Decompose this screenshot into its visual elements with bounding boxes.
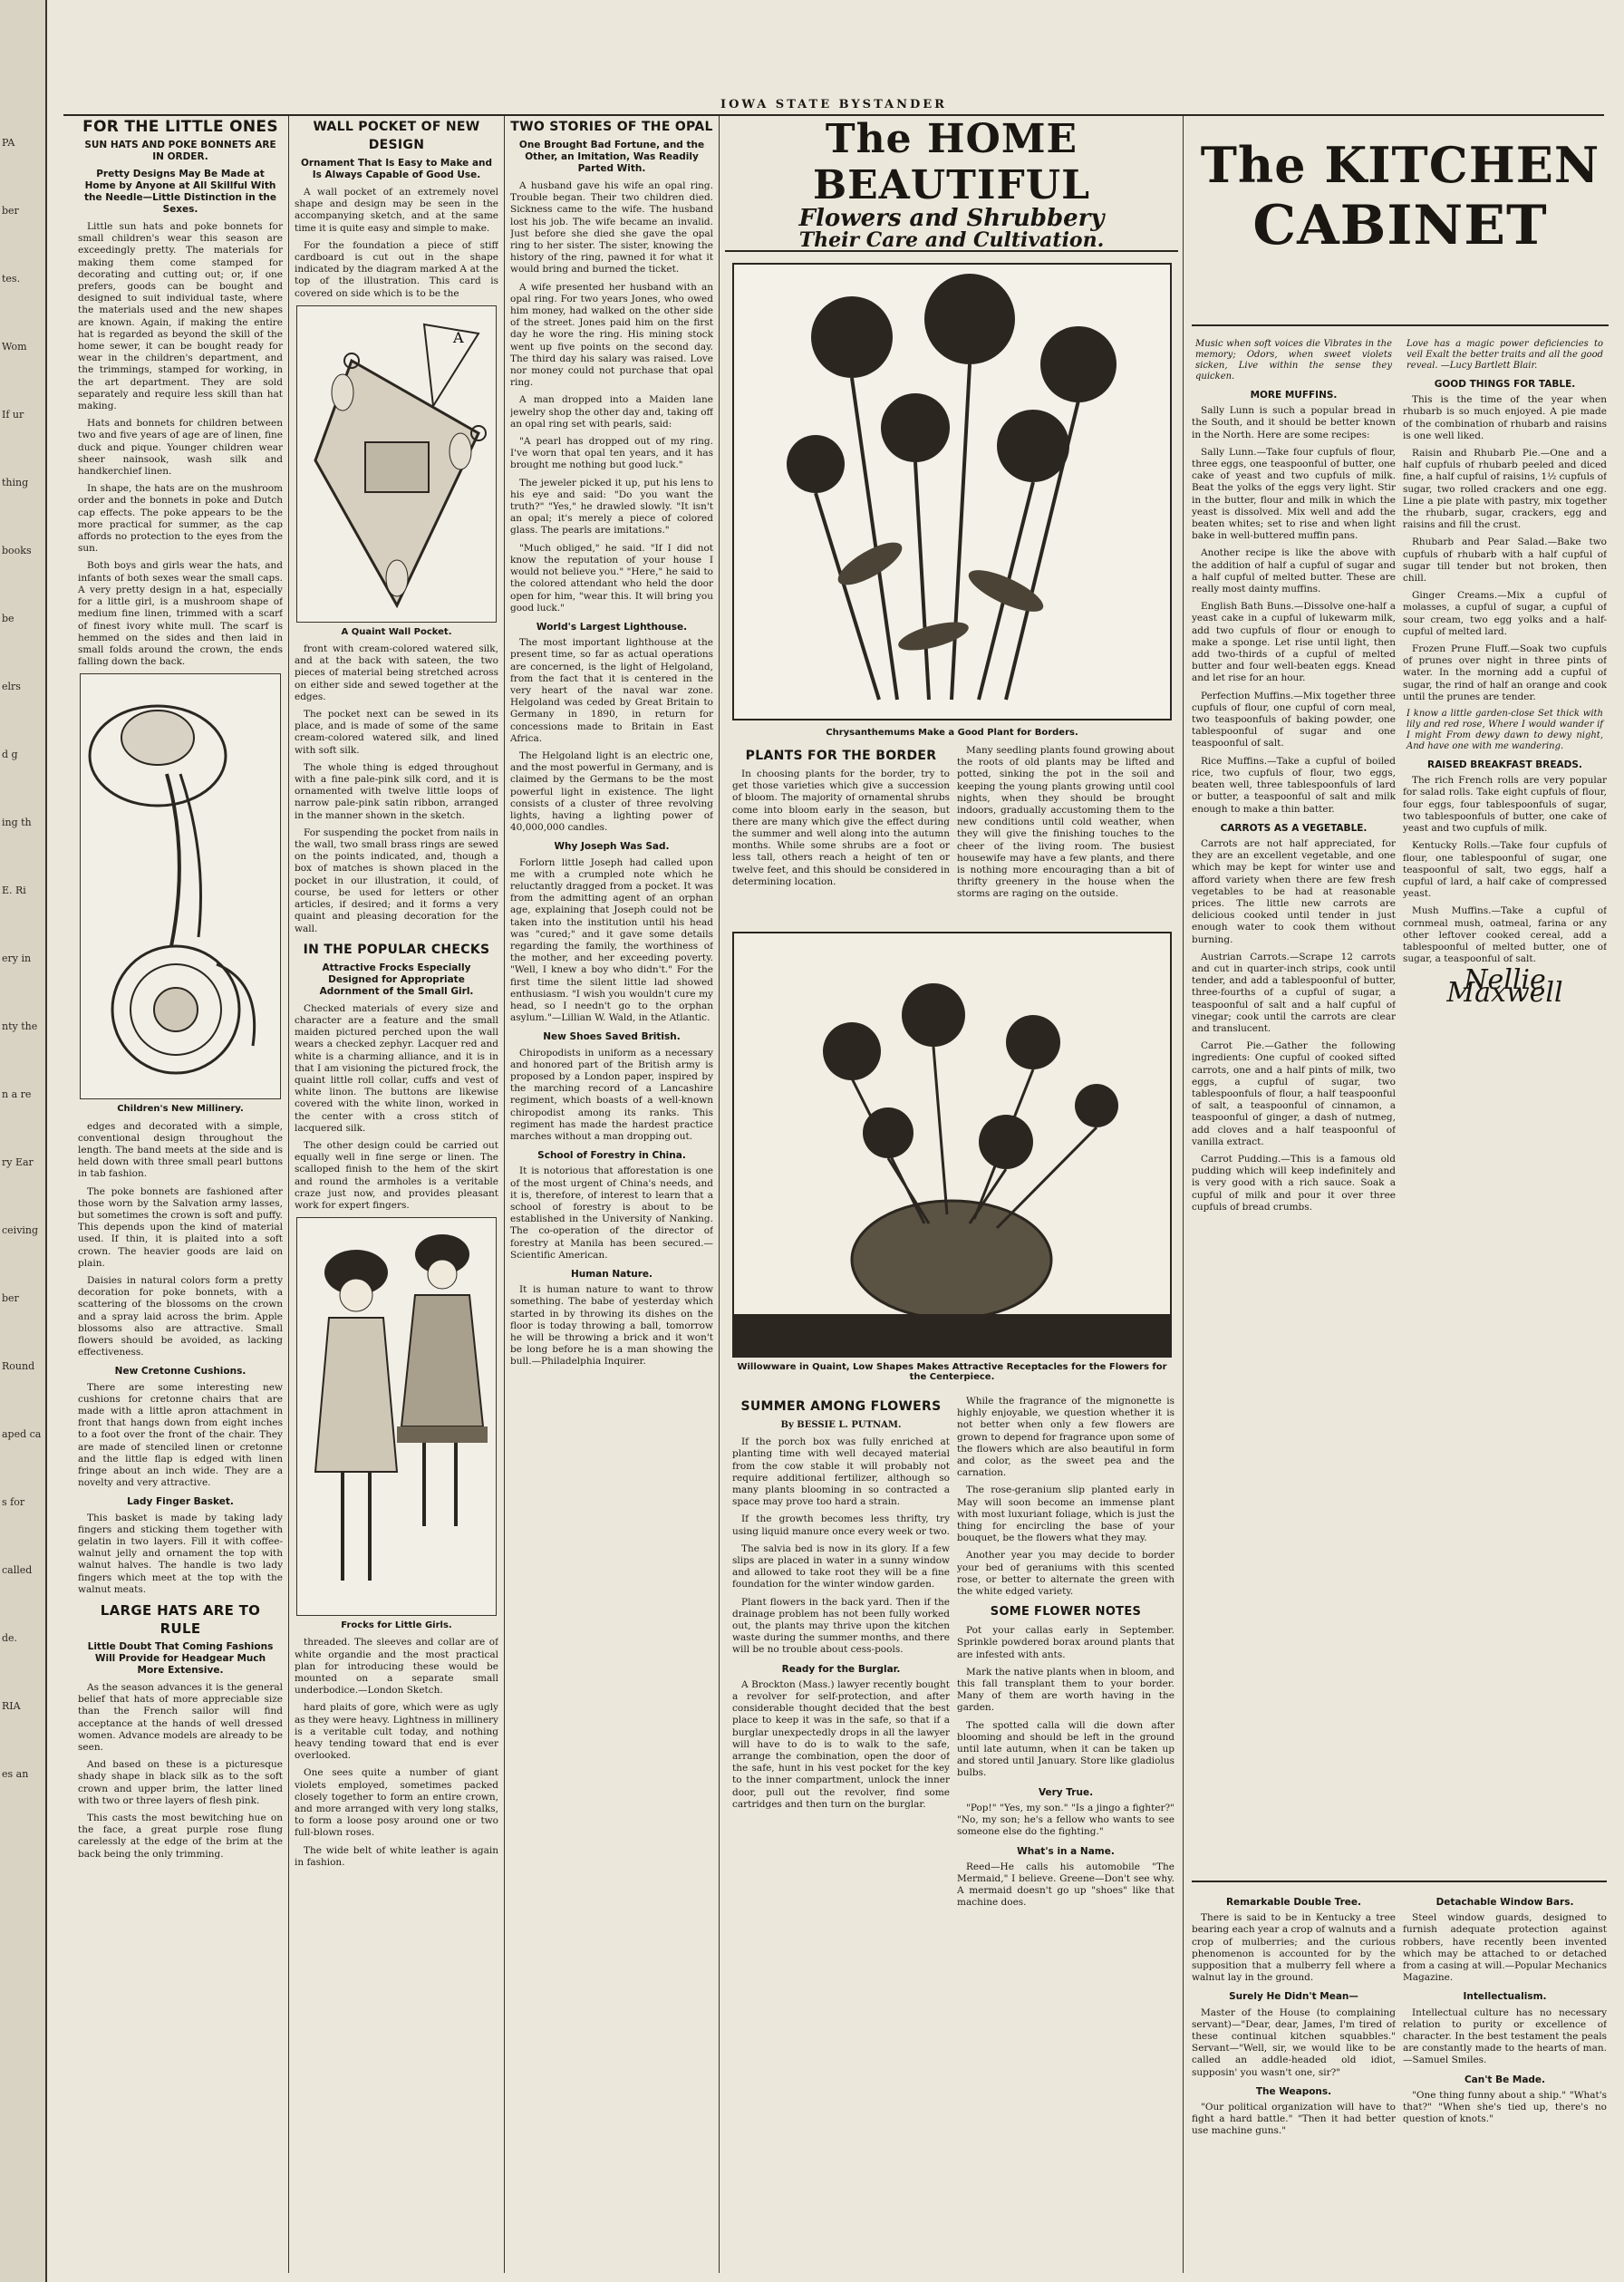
bleed-text-fragment: books — [2, 545, 32, 556]
paragraph: Ginger Creams.—Mix a cupful of molasses, a cupful of sugar, a cupful of sour cream, two egg yolks and a half-cupful of melted lard. — [1403, 590, 1607, 637]
paragraph: The spotted calla will die down after blooming and should be left in the ground until late autumn, when it can be taken up and stored until January. Store like gladiolus bulbs. — [957, 1719, 1174, 1779]
paragraph: One sees quite a number of giant violets employed, sometimes packed closely together to form an entire crown, and more arranged with very long stalks, to form a loose posy around one or two full-blown roses. — [295, 1767, 498, 1839]
caption: Frocks for Little Girls. — [341, 1620, 452, 1631]
paragraph: Sally Lunn.—Take four cupfuls of flour, three eggs, one teaspoonful of butter, one cake of yeast and two cupfuls of milk. Beat the yolks of the eggs very light. Stir in the butter, flour and milk in which the yeast is dissolved. Mix well and add the beaten whites; set to rise and when light bake in well-buttered muffin pans. — [1192, 446, 1396, 542]
paragraph: This casts the most bewitching hue on the face, a great purple rose flung carelessly at the edge of the brim at the back being the only trimming. — [78, 1813, 283, 1860]
bleed-text-fragment: ber — [2, 1292, 19, 1304]
caption: Children's New Millinery. — [117, 1104, 244, 1115]
byline: By BESSIE L. PUTNAM. — [780, 1420, 902, 1430]
bleed-text-fragment: aped ca — [2, 1428, 42, 1440]
paragraph: The rich French rolls are very popular for salad rolls. Take eight cupfuls of flour, four eggs, four tablespoonfuls of sugar, two tablespoonfuls of butter, one cake of yeast and two cupfuls of milk. — [1403, 775, 1607, 835]
paragraph: Mush Muffins.—Take a cupful of cornmeal mush, oatmeal, farina or any other leftover cooked cereal, add a tablespoonful of melted butter, one of sugar, a teaspoonful of salt. — [1403, 905, 1607, 965]
masthead: IOWA STATE BYSTANDER — [63, 98, 1604, 116]
subheading: RAISED BREAKFAST BREADS. — [1427, 759, 1582, 771]
bleed-text-fragment: ery in — [2, 952, 32, 964]
bleed-text-fragment: tes. — [2, 273, 21, 285]
bleed-text-fragment: E. Ri — [2, 885, 26, 896]
paragraph: Checked materials of every size and character are a feature and the small maiden pictured perched upon the wall wears a checked zephyr. Lacquer red and white is a charming alliance, and it is in that I am visioning the pictured frock, the quaint little roll collar, cuffs and vest of white linon. The buttons are likewise covered with the white linon, worked in the center with a cross stitch of lacquered silk. — [295, 1002, 498, 1134]
deck: Pretty Designs May Be Made at Home by Anyone at All Skillful With the Needle—Little Distinction in the Sexes. — [84, 169, 276, 215]
bleed-text-fragment: de. — [2, 1632, 18, 1644]
headline-opal: TWO STORIES OF THE OPAL — [510, 120, 713, 134]
subhead: Attractive Frocks Especially Designed for Appropriate Adornment of the Small Girl. — [319, 962, 474, 997]
paragraph: If the growth becomes less thrifty, try using liquid manure once every week or two. — [732, 1513, 950, 1537]
bleed-text-fragment: es an — [2, 1768, 29, 1780]
paragraph: For the foundation a piece of stiff cardboard is cut out in the shape indicated by the diagram marked A at the top of the illustration. This card is covered on side which is to be the — [295, 239, 498, 299]
headline-wall-pocket: WALL POCKET OF NEW DESIGN — [313, 120, 480, 152]
paragraph: A man dropped into a Maiden lane jewelry shop the other day and, taking off an opal ring set with pearls, said: — [510, 394, 713, 430]
paragraph: The jeweler picked it up, put his lens to his eye and said: "Do you want the truth?" "Yes," he drawled slowly. "It isn't an opal; it's merely a piece of colored glass. The pearls are imitations." — [510, 477, 713, 537]
subheading: Surely He Didn't Mean— — [1229, 1991, 1358, 2003]
paragraph: Daisies in natural colors form a pretty decoration for poke bonnets, with a scattering of the blossoms on the crown and a spray laid across the brim. Apple blossoms also are attractive. Small flowers should be avoided, as lacking effectiveness. — [78, 1274, 283, 1359]
paragraph: Another recipe is like the above with the addition of half a cupful of sugar and a half cupful of melted butter. These are really most dainty muffins. — [1192, 547, 1396, 595]
paragraph: For suspending the pocket from nails in the wall, two small brass rings are sewed on the points indicated, and, though a box of matches is shown placed in the pocket in our illustration, it could, of course, be used for letters or other articles, if desired; and it forms a very quaint and pleasing decoration for the wall. — [295, 827, 498, 934]
paragraph: A wife presented her husband with an opal ring. For two years Jones, who owed him money, had walked on the other side of the street. Jones paid him on the first day he wore the ring. His mining stock went up five points on the second day. The third day his salary was raised. Love nor money could not purchase that opal ring. — [510, 281, 713, 389]
paragraph: Intellectual culture has no necessary relation to purity or excellence of character. In the best testament the peals are constantly made to the hearts of man.—Samuel Smiles. — [1403, 2006, 1607, 2066]
subheading: CARROTS AS A VEGETABLE. — [1220, 822, 1368, 834]
frocks-illustration — [296, 1217, 497, 1616]
bleed-text-fragment: Round — [2, 1360, 35, 1372]
poem: I know a little garden-close Set thick with lily and red rose, Where I would wander if I might From dewy dawn to dewy night, And have one with me wandering. — [1406, 709, 1603, 752]
paragraph: The pocket next can be sewed in its place, and is made of some of the same cream-colored watered silk, and lined with soft silk. — [295, 709, 498, 756]
paragraph: The Helgoland light is an electric one, and the most powerful in Germany, and is claimed by the Germans to be the most powerful light in existence. The light consists of a cluster of three revolving lights, having a lighting power of 40,000,000 candles. — [510, 749, 713, 834]
willowware-photo — [732, 932, 1172, 1358]
paragraph: Austrian Carrots.—Scrape 12 carrots and cut in quarter-inch strips, cook until tender, and add a tablespoonful of butter, three-fourths of a cupful of sugar, a teaspoonful of salt and a half cupful of vinegar; cook until the carrots are clear and translucent. — [1192, 951, 1396, 1034]
kitchen-cabinet-banner — [1192, 127, 1609, 326]
subheading: Remarkable Double Tree. — [1225, 1897, 1362, 1908]
paragraph: Perfection Muffins.—Mix together three cupfuls of flour, one cupful of corn meal, two teaspoonfuls of baking powder, one tablespoonful of sugar and one teaspoonful of salt. — [1192, 690, 1396, 749]
subheading: Intellectualism. — [1463, 1991, 1547, 2003]
paragraph: This basket is made by taking lady fingers and sticking them together with gelatin in two layers. Fill it with coffee-walnut jelly and ornament the top with walnut halves. The handle is two lady fingers which meet at the top with the walnut meats. — [78, 1512, 283, 1595]
paragraph: Carrot Pie.—Gather the following ingredients: One cupful of cooked sifted carrots, one and a half pints of milk, two eggs, a cupful of sugar, two tablespoonfuls of flour, a half teaspoonful of salt, a teaspoonful of cinnamon, a teaspoonful of ginger, a dash of nutmeg, add cloves and a half teaspoonful of vanilla extract. — [1192, 1040, 1396, 1147]
bleed-text-fragment: ceiving — [2, 1224, 39, 1236]
headline-large-hats: LARGE HATS ARE TO RULE — [100, 1602, 261, 1638]
signature: Nellie Maxwell — [1446, 964, 1563, 1009]
home-col-d — [957, 1396, 1174, 2275]
column-wall-pocket — [295, 116, 498, 2273]
paragraph: Pot your callas early in September. Sprinkle powdered borax around plants that are infested with ants. — [957, 1625, 1174, 1660]
poem: Love has a magic power deficiencies to veil Exalt the better traits and all the good reveal. —Lucy Bartlett Blair. — [1406, 339, 1603, 371]
paragraph: The whole thing is edged throughout with a fine pale-pink silk cord, and it is ornamented with twelve little loops of narrow pale-pink satin ribbon, arranged in the manner shown in the sketch. — [295, 761, 498, 821]
paragraph: In choosing plants for the border, try to get those varieties which give a succession of bloom. The majority of ornamental shrubs come into bloom early in the season, but there are many which give the effect during the summer and well along into the autumn months. While some shrubs are a foot or less tall, others reach a height of ten or twelve feet, and this should be considered in determining location. — [732, 769, 950, 887]
caption: Willowware in Quaint, Low Shapes Makes Attractive Receptacles for the Flowers for the Centerpiece. — [737, 1362, 1167, 1382]
wall-pocket-illustration — [296, 305, 497, 623]
millinery-illustration — [80, 673, 281, 1099]
column-rule — [504, 116, 505, 2273]
paragraph: There is said to be in Kentucky a tree bearing each year a crop of walnuts and a crop of mulberries; and the curious phenomenon is accounted for by the supposition that a mulberry fell where a walnut lay in the ground. — [1192, 1912, 1396, 1984]
paragraph: Steel window guards, designed to furnish adequate protection against robbers, have recently been invented which may be attached to or detached from a casing at will.—Popular Mechanics Magazine. — [1403, 1912, 1607, 1984]
subheading: GOOD THINGS FOR TABLE. — [1434, 379, 1576, 390]
bleed-text-fragment: called — [2, 1564, 33, 1576]
bleed-text-fragment: ing th — [2, 817, 32, 828]
paragraph: threaded. The sleeves and collar are of white organdie and the most practical plan for introducing these would be mounted on a separate small underbodice.—London Sketch. — [295, 1637, 498, 1697]
paragraph: While the fragrance of the mignonette is highly enjoyable, we question whether it is not better when only a few flowers are grown to depend for fragrance upon some of the flowers which are also beautiful in form and color, as the sweet pea and the carnation. — [957, 1396, 1174, 1479]
paragraph: "Our political organization will have to fight a hard battle." "Then it had better use machine guns." — [1192, 2102, 1396, 2137]
home-col-c — [732, 1396, 950, 2275]
subhead: Ornament That Is Easy to Make and Is Always Capable of Good Use. — [300, 158, 493, 180]
paragraph: Reed—He calls his automobile "The Mermaid," I believe. Greene—Don't see why. A mermaid doesn't go up "shoes" like that machine does. — [957, 1861, 1174, 1909]
adjacent-page-bleed — [0, 0, 47, 2282]
kitchen-col-a — [1192, 335, 1396, 1876]
column-rule — [288, 116, 289, 2273]
paragraph: The most important lighthouse at the present time, so far as actual operations are concerned, is the light of Helgoland, from the fact that it is centered in the very heart of the naval war zone. Helgoland was ceded by Great Britain to Germany in 1890, in return for concessions made to Britain in East Africa. — [510, 637, 713, 744]
bleed-text-fragment: elrs — [2, 681, 21, 692]
subheading: Can't Be Made. — [1464, 2074, 1546, 2085]
paragraph: The salvia bed is now in its glory. If a few slips are placed in water in a sunny window and allowed to take root they will be a fine foundation for the winter window garden. — [732, 1542, 950, 1591]
column-little-ones — [78, 116, 283, 2273]
paragraph: A husband gave his wife an opal ring. Trouble began. Their two children died. Sickness came to the wife. The husband lost his job. The wife became an invalid. Just before she died she gave the opal ring to her sister. The sister, knowing the history of the ring, pawned it for what it would bring and burned the ticket. — [510, 180, 713, 276]
paragraph: edges and decorated with a simple, conventional design throughout the length. The band meets at the side and is held down with three small pearl buttons in tab fashion. — [78, 1120, 283, 1180]
subheading: World's Largest Lighthouse. — [536, 621, 688, 633]
subheading: New Shoes Saved British. — [543, 1031, 681, 1043]
poem: Music when soft voices die Vibrates in the memory; Odors, when sweet violets sicken, Live within the sense they quicken. — [1195, 339, 1392, 382]
paragraph: The rose-geranium slip planted early in May will soon become an immense plant with most luxuriant foliage, which is just the thing for encircling the base of your bouquet, be the flowers what they may. — [957, 1484, 1174, 1544]
paragraph: Many seedling plants found growing about the roots of old plants may be lifted and potted, sinking the pot in the soil and keeping the young plants growing until cool nights, when they should be brought indoors, gradually accustoming them to the new conditions until cold weather, when they will give the finishing touches to the cheer of the living room. The busiest housewife may have a few plants, and there is nothing more encouraging than a bit of thrifty greenery in the house when the storms are raging on the outside. — [957, 745, 1174, 900]
paragraph: Plant flowers in the back yard. Then if the drainage problem has not been fully worked out, the plants may thrive upon the kitchen waste during the summer months, and there will be no trouble about cess-pools. — [732, 1596, 950, 1656]
paragraph: Little sun hats and poke bonnets for small children's wear this season are exceedingly pretty. The materials for making them come stamped for decorating and cutting out; or, if one prefers, goods can be bought and designed to suit individual taste, where the materials used and the new shapes are known. Again, if making the entire hat is regarded as beyond the skill of the home sewer, it can be bought ready for wear in the children's department, and the trimmings, stamped for working, in the art department. They are sold separately and require less skill than hat making. — [78, 221, 283, 412]
subheading: School of Forestry in China. — [537, 1150, 686, 1162]
paragraph: front with cream-colored watered silk, and at the back with sateen, the two pieces of material being stretched across on either side and sewed together at the edges. — [295, 643, 498, 702]
paragraph: If the porch box was fully enriched at planting time with well decayed material from the cow stable it will probably not require additional fertilizer, although so many plants blooming in so contracted a space may prove too hard a strain. — [732, 1436, 950, 1508]
paragraph: Rhubarb and Pear Salad.—Bake two cupfuls of rhubarb with a half cupful of sugar till tender but not broken, then chill. — [1403, 537, 1607, 585]
home-title: The HOME BEAUTIFUL — [812, 116, 1091, 208]
subhead: One Brought Bad Fortune, and the Other, an Imitation, Was Readily Parted With. — [518, 140, 705, 174]
chrysanthemum-photo — [732, 263, 1172, 720]
section-divider — [1192, 1881, 1607, 1882]
headline-summer-flowers: SUMMER AMONG FLOWERS — [740, 1399, 942, 1414]
bleed-text-fragment: ber — [2, 205, 19, 217]
paragraph: Another year you may decide to border your bed of geraniums with this scented rose, or better to alternate the green with the white edged variety. — [957, 1550, 1174, 1598]
headline-little-ones: FOR THE LITTLE ONES — [82, 118, 278, 136]
bleed-text-fragment: n a re — [2, 1088, 32, 1100]
home-col-a — [732, 745, 950, 926]
paragraph: Carrots are not half appreciated, for they are an excellent vegetable, and one which may be kept for winter use and afford variety when there are few fresh vegetables to be had at reasonable prices. The little new carrots are delicious cooked until tender in just enough water to cook them without burning. — [1192, 837, 1396, 945]
bleed-text-fragment: be — [2, 613, 14, 624]
paragraph: A wall pocket of an extremely novel shape and design may be seen in the accompanying sketch, and at the same time it is quite easy and simple to make. — [295, 187, 498, 234]
paragraph: Sally Lunn is such a popular bread in the South, and it should be better known in the North. Here are some recipes: — [1192, 405, 1396, 440]
paragraph: Raisin and Rhubarb Pie.—One and a half cupfuls of rhubarb peeled and diced fine, a half cupful of raisins, 1½ cupfuls of sugar, two rolled crackers and one egg. Line a pie plate with pastry, mix together the rhubarb, sugar, crackers, egg and raisins and fill the crust. — [1403, 448, 1607, 531]
subheading: Ready for the Burglar. — [781, 1663, 901, 1675]
paragraph: hard plaits of gore, which were as ugly as they were heavy. Lightness in millinery is a veritable cult today, and nothing heavy tending toward that end is ever overlooked. — [295, 1702, 498, 1762]
bleed-text-fragment: d g — [2, 749, 18, 760]
subheading: Very True. — [1038, 1786, 1094, 1798]
paragraph: Hats and bonnets for children between two and five years of age are of linen, fine duck and pique. Younger children wear sheer nainsook, wash silk and handkerchief linen. — [78, 418, 283, 478]
subheading: What's in a Name. — [1017, 1845, 1115, 1857]
bleed-text-fragment: PA — [2, 137, 15, 149]
paragraph: The wide belt of white leather is again in fashion. — [295, 1844, 498, 1868]
paragraph: "One thing funny about a ship." "What's that?" "When she's tied up, there's no question of knots." — [1403, 2089, 1607, 2125]
home-subtitle-2: Their Care and Cultivation. — [798, 228, 1105, 252]
paragraph: And based on these is a picturesque shady shape in black silk as to the soft crown and upper brim, the latter lined with two or three layers of flesh pink. — [78, 1759, 283, 1806]
bleed-text-fragment: Wom — [2, 341, 27, 353]
subheading: Human Nature. — [570, 1269, 653, 1281]
paragraph: A Brockton (Mass.) lawyer recently bought a revolver for self-protection, and after considerable thought decided that the best place to keep it was in the safe, so that if a burglar unexpectedly drops in all the lawyer will have to do is to walk to the safe, arrange the combination, open the door of the safe, hunt in his vest pocket for the key to the inner compartment, unlock the inner door, pull out the revolver, find some cartridges and then turn on the burglar. — [732, 1678, 950, 1810]
subhead: SUN HATS AND POKE BONNETS ARE IN ORDER. — [84, 140, 276, 162]
headline-plants-border: PLANTS FOR THE BORDER — [745, 749, 937, 763]
subheading: MORE MUFFINS. — [1250, 390, 1338, 401]
subheading: New Cretonne Cushions. — [114, 1366, 246, 1378]
column-rule — [719, 116, 720, 2273]
paragraph: Chiropodists in uniform as a necessary and honored part of the British army is proposed by a London paper, inspired by the marching record of a Lancashire regiment, which boasts of a well-known chiropodist among its ranks. This regiment has made the hardest practice marches without a man dropping out. — [510, 1047, 713, 1143]
paragraph: Rice Muffins.—Take a cupful of boiled rice, two cupfuls of flour, two eggs, beaten well, three tablespoonfuls of lard or butter, a teaspoonful of salt and milk enough to make a thin batter. — [1192, 755, 1396, 815]
paragraph: Both boys and girls wear the hats, and infants of both sexes wear the small caps. A very pretty design in a hat, especially for a little girl, is a mushroom shape of medium fine linen, trimmed with a scarf of finest ivory white mull. The scarf is hemmed on the sides and then laid in small folds around the crown, the ends falling down the back. — [78, 560, 283, 668]
paragraph: This is the time of the year when rhubarb is so much enjoyed. A pie made of the combination of rhubarb and raisins is one well liked. — [1403, 394, 1607, 441]
svg-text:A: A — [453, 328, 464, 346]
paragraph: Kentucky Rolls.—Take four cupfuls of flour, one tablespoonful of sugar, one teaspoonful of salt, two eggs, half a cupful of lard, a half cake of compressed yeast. — [1403, 840, 1607, 900]
bleed-text-fragment: nty the — [2, 1020, 38, 1032]
kitchen-title-2: CABINET — [1252, 194, 1548, 257]
home-col-b — [957, 745, 1174, 926]
kitchen-col-b — [1403, 335, 1607, 1876]
home-beautiful-banner — [725, 116, 1178, 252]
home-subtitle: Flowers and Shrubbery — [798, 205, 1105, 232]
headline-flower-notes: SOME FLOWER NOTES — [990, 1605, 1142, 1620]
paragraph: Carrot Pudding.—This is a famous old pudding which will keep indefinitely and is very good with a rich sauce. Soak a cupful of milk and pour it over three cupfuls of bread crumbs. — [1192, 1153, 1396, 1213]
bleed-text-fragment: RIA — [2, 1700, 21, 1712]
bleed-text-fragment: s for — [2, 1496, 25, 1508]
bleed-text-fragment: ry Ear — [2, 1156, 34, 1168]
subheading: The Weapons. — [1255, 2085, 1332, 2097]
paragraph: Forlorn little Joseph had called upon me with a crumpled note which he reluctantly dragged from a pocket. It was from the admitting agent of an orphan age, explaining that Joseph could not be taken into the institution until his head was "cured;" and it gave some details regarding the family, the worthiness of the mother, and her exceeding poverty. "Well, I knew a boy who didn't." For the first time the silent little lad showed enthusiasm. "I wish you wouldn't cure my head, so I needn't go to the orphan asylum."—Lillian W. Wald, in the Atlantic. — [510, 856, 713, 1024]
paragraph: It is human nature to want to throw something. The babe of yesterday which started in by throwing its dishes on the floor is today throwing a ball, tomorrow he will be throwing a brick and it won't be long before he is a man showing the bull.—Philadelphia Inquirer. — [510, 1284, 713, 1368]
paragraph: "Pop!" "Yes, my son." "Is a jingo a fighter?" "No, my son; he's a fellow who wants to see someone else do the fighting." — [957, 1802, 1174, 1838]
paragraph: The other design could be carried out equally well in fine serge or linen. The scalloped finish to the hem of the skirt and round the armholes is a veritable craze just now, and provides pleasant work for expert fingers. — [295, 1139, 498, 1211]
paragraph: "A pearl has dropped out of my ring. I've worn that opal ten years, and it has brought me nothing but good luck." — [510, 436, 713, 471]
kitchen-col-c — [1192, 1890, 1396, 2275]
paragraph: Frozen Prune Fluff.—Soak two cupfuls of prunes over night in three pints of water. In the morning add a cupful of sugar, the rind of half an orange and cook until the prunes are tender. — [1403, 643, 1607, 702]
headline-popular-checks: IN THE POPULAR CHECKS — [303, 942, 490, 957]
paragraph: It is notorious that afforestation is one of the most urgent of China's needs, and it is, therefore, of interest to learn that a school of forestry is about to be established in the University of Nanking. The co-operation of the director of forestry at Manila has been secured.—Scientific American. — [510, 1165, 713, 1261]
kitchen-title: The KITCHEN — [1200, 136, 1600, 194]
paragraph: In shape, the hats are on the mushroom order and the bonnets in poke and Dutch cap effects. The poke appears to be the more practical for summer, as the cap affords no protection to the eyes from the sun. — [78, 483, 283, 555]
subheading: Why Joseph Was Sad. — [554, 841, 670, 853]
kitchen-col-d — [1403, 1890, 1607, 2275]
bleed-text-fragment: If ur — [2, 409, 24, 421]
subheading: Lady Finger Basket. — [127, 1496, 234, 1508]
paragraph: "Much obliged," he said. "If I did not know the reputation of your house I would not believe you." "Here," he said to the colored attendant who held the door open for him, "wear this. It will bring you good luck." — [510, 542, 713, 614]
subhead: Little Doubt That Coming Fashions Will Provide for Headgear Much More Extensive. — [87, 1641, 274, 1677]
column-rule — [1183, 116, 1184, 2273]
column-opal — [510, 116, 713, 2273]
paragraph: As the season advances it is the general belief that hats of more appreciable size than the French sailor will find acceptance at the hands of well dressed women. Advance models are already to be seen. — [78, 1682, 283, 1754]
subheading: Detachable Window Bars. — [1436, 1897, 1574, 1908]
paragraph: The poke bonnets are fashioned after those worn by the Salvation army lasses, but sometimes the crown is soft and puffy. This depends upon the kind of material used. If thin, it is plaited into a soft crown. The heavier goods are laid on plain. — [78, 1185, 283, 1269]
bleed-text-fragment: thing — [2, 477, 29, 488]
caption: A Quaint Wall Pocket. — [341, 626, 452, 637]
paragraph: Mark the native plants when in bloom, and this fall transplant them to your border. Many of them are worth having in the garden. — [957, 1666, 1174, 1714]
paragraph: English Bath Buns.—Dissolve one-half a yeast cake in a cupful of lukewarm milk, add two cupfuls of flour or enough to make a sponge. Let rise until light, then add two-thirds of a cupful of melted butter and four well-beaten eggs. Knead and let rise for an hour. — [1192, 601, 1396, 684]
caption: Chrysanthemums Make a Good Plant for Borders. — [826, 728, 1078, 738]
paragraph: There are some interesting new cushions for cretonne chairs that are made with a little apron attachment in front that hangs down from eight inches to a foot over the front of the chair. They are made of stenciled linen or cretonne and the little flap is edged with linen fringe about an inch wide. They are a novelty and very attractive. — [78, 1381, 283, 1489]
paragraph: Master of the House (to complaining servant)—"Dear, dear, James, I'm tired of these continual kitchen squabbles." Servant—"Well, sir, we would like to be called an addle-headed old idiot, supposin' you wasn't one, sir?" — [1192, 2006, 1396, 2078]
